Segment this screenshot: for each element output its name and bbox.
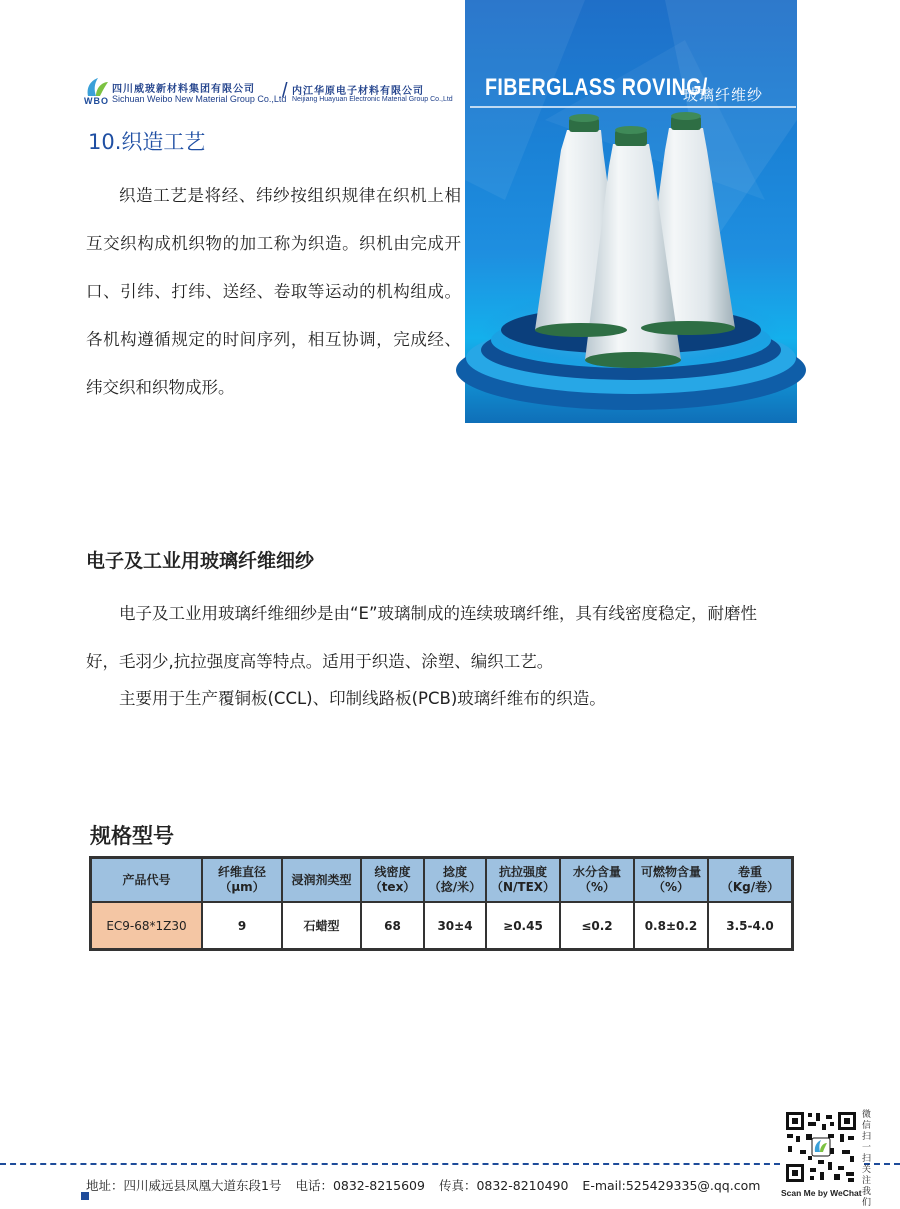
spec-cell-twist: 30±4 [425,903,485,948]
footer-address: 地址：四川威远县凤凰大道东段1号 [86,1178,282,1193]
section2-body1: 电子及工业用玻璃纤维细纱是由“E”玻璃制成的连续玻璃纤维，具有线密度稳定，耐磨性好，毛羽少,抗拉强度高等特点。适用于织造、涂塑、编织工艺。 [86,604,758,671]
company1-name-en: Sichuan Weibo New Material Group Co.,Ltd [112,94,287,104]
hero-underline [470,106,796,108]
wechat-qr-code-icon[interactable] [784,1110,858,1184]
footer-contact [86,1176,770,1194]
qr-note: 微信扫一扫关注我们 [862,1110,872,1208]
spec-cell-sizing: 石蜡型 [283,903,360,948]
qr-caption: Scan Me by WeChat [781,1188,862,1198]
footer-divider [0,1163,780,1165]
company2-name-en: Neijiang Huayuan Electronic Material Group Co.,Ltd [292,96,453,103]
hero-title-cn: 玻璃纤维纱 [683,86,764,104]
company2-name-cn: 内江华原电子材料有限公司 [292,86,424,97]
spec-cell-density: 68 [362,903,423,948]
section1-body: 织造工艺是将经、纬纱按组织规律在织机上相互交织构成机织物的加工称为织造。织机由完成开口、引纬、打纬、送经、卷取等运动的机构组成。各机构遵循规定的时间序列，相互协调，完成经、纬交织和织物成形。 [86,186,461,397]
hero-title-en: FIBERGLASS ROVING/ [485,74,708,101]
company-separator: / [282,80,288,102]
spec-header-cell: 产品代号 [92,859,201,901]
spec-cell-weight: 3.5-4.0 [709,903,791,948]
company1-name-cn: 四川威玻新材料集团有限公司 [112,84,255,95]
spec-header-cell: 纤维直径 （μm） [203,859,281,901]
spec-header-cell: 水分含量 （%） [561,859,633,901]
spec-cell-combustible: 0.8±0.2 [635,903,707,948]
footer-fax: 传真：0832-8210490 [438,1178,569,1193]
spec-header-cell: 浸润剂类型 [283,859,360,901]
spec-table [89,856,794,951]
spec-header-cell: 卷重 （Kg/卷） [709,859,791,901]
section2-title: 电子及工业用玻璃纤维细纱 [86,550,315,572]
spec-cell-diameter: 9 [203,903,281,948]
spec-header-row [92,859,791,901]
footer-email[interactable]: E-mail:525429335@.qq.com [582,1178,761,1193]
spec-header-cell: 可燃物含量 （%） [635,859,707,901]
spec-cell-moisture: ≤0.2 [561,903,633,948]
spec-header-cell: 线密度 （tex） [362,859,423,901]
section2-body2: 主要用于生产覆铜板(CCL)、印制线路板(PCB)玻璃纤维布的织造。 [119,689,606,708]
logo-text: WBO [84,96,109,106]
spec-row [92,903,791,948]
spec-cell-code: EC9-68*1Z30 [92,903,201,948]
spec-header-cell: 捻度 （捻/米） [425,859,485,901]
product-image [465,0,797,423]
spec-header-cell: 抗拉强度 （N/TEX） [487,859,559,901]
section1-title: 10.织造工艺 [88,130,206,154]
spec-title: 规格型号 [90,824,174,848]
spec-cell-strength: ≥0.45 [487,903,559,948]
fiberglass-bobbins-illustration [465,0,797,423]
footer-phone: 电话：0832-8215609 [295,1178,425,1193]
